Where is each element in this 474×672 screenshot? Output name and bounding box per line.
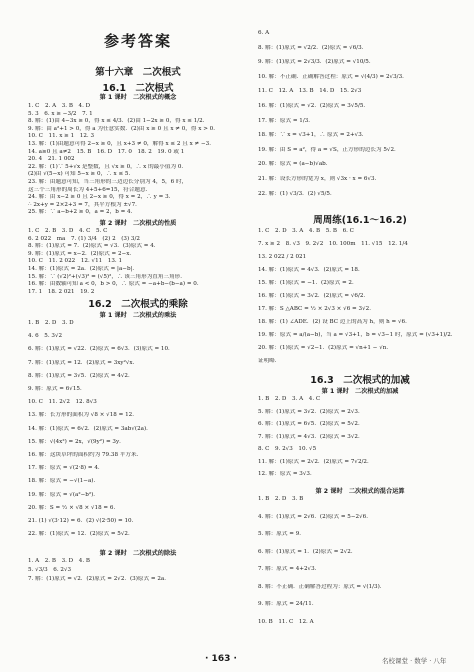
answer-line: 这三个三角形的周长为 4+5+6=15，符合题意． — [28, 186, 152, 193]
answer-line: 20. 解：(1)原式 = √2−1．(2)原式 = √n+1 − √n． — [258, 345, 392, 351]
answer-line: 13. 解：(1)由题意可得 2−x ≥ 0，且 x+3 ≠ 0，解得 x ≤ 2 且 x ≠ −3． — [28, 141, 215, 147]
answer-line: 16. 解：这块草坪的面积约为 79.38 平方米． — [28, 452, 143, 458]
section-heading-16-2: 16.2 二次根式的乘除 — [88, 299, 188, 310]
answer-line: 10. C 11. x ≥ 1 12. 3 — [28, 133, 95, 140]
lesson-heading-16-2-1: 第 1 课时 二次根式的乘法 — [99, 312, 177, 319]
lesson-heading-16-3-1: 第 1 课时 二次根式的加减 — [321, 388, 399, 395]
answer-line: 1. B 2. D 3. A 4. C — [258, 396, 321, 402]
answer-line: 9. 解：(1)原式 = 2√3/3．(2)原式 = √10/5． — [258, 59, 375, 66]
answer-line: 4. 6 5. 3√2 — [28, 333, 63, 340]
answer-line: 4. 解：(1)原式 = 2√6．(2)原式 = 5−2√6． — [258, 513, 372, 520]
answer-line: 14. 解：(1)原式 = 4√3．(2)原式 = 18． — [258, 267, 364, 273]
page-title: 参考答案 — [103, 32, 172, 50]
answer-line: 16. 解：(1)原式 = √2．(2)原式 = 3√5/5． — [258, 103, 370, 109]
answer-line: 7. x ≥ 2 8. √3 9. 2√2 10. 100m 11. √15 12. 1/4 — [258, 241, 408, 247]
answer-line: 8. 解：(1)由 4−3x ≥ 0，得 x ≤ 4/3．(2)由 1−2x ≥ 0，得 x ≤ 1/2． — [28, 118, 209, 125]
answer-line: 22. 解：(1) √3/3．(2) √5/5． — [258, 190, 336, 197]
answer-line: 5. 解：原式 = 9． — [258, 531, 305, 537]
answer-line: 22. 解：(1)原式 = 12．(2)原式 = 5√2． — [28, 531, 134, 538]
answer-line: 14. 解：(1)原式 = 6√2．(2)原式 = 3ab√(2a)． — [28, 425, 152, 432]
answer-line: 1. C 2. B 3. D 4. C 5. C — [28, 228, 108, 234]
lesson-heading-16-2-2: 第 2 课时 二次根式的除法 — [99, 550, 177, 557]
answer-line: 15. 解：∵ (√2)²+(√3)² = (√5)²，∴ 该三角形为直角三角形． — [28, 273, 186, 280]
answer-line: 10. 解：不正确．正确解答过程：原式 = √(4/3) = 2√3/3． — [258, 73, 408, 80]
answer-line: 7. 解：(1)原式 = 4√3．(2)原式 = 3√2． — [258, 433, 364, 440]
answer-line: 20. 解：S = ½ × √8 × √18 = 6． — [28, 504, 120, 511]
answer-line: 12. 解：原式 = 3√3． — [258, 471, 316, 477]
answer-line: 17. 解：S △ABC = ½ × 2√3 × √6 = 3√2． — [258, 306, 375, 312]
answer-line: 9. 解：(1)原式 = x−2．(2)原式 = 2−x． — [28, 250, 135, 257]
answer-line: 证明略． — [258, 358, 281, 364]
weekly-practice-heading: 周周练(16.1～16.2) — [313, 215, 407, 226]
answer-line: 6. 解：(1)原式 = 6√5．(2)原式 = 5√2． — [258, 421, 364, 427]
answer-line: 14. 解：(1)原式 = 2a．(2)原式 = |a−b|． — [28, 266, 139, 272]
answer-line: 8. 解：(1)原式 = √2/2．(2)原式 = √6/3． — [258, 44, 368, 51]
answer-line: 6. A — [258, 30, 270, 36]
answer-line: 21. (1) √(3·12) = 6．(2) √(2·50) = 10． — [28, 518, 138, 524]
answer-line: (2)由 √(5−x) 可知 5−x ≥ 0，∴ x ≤ 5． — [28, 171, 135, 178]
answer-line: 7. 解：原式 = 4+2√3． — [258, 566, 321, 572]
answer-line: 13. 2 022 / 2 021 — [258, 254, 307, 260]
answer-line: 10. C 11. 2 022 12. √11 13. 1 — [28, 258, 123, 265]
answer-line: 20. 解：原式 = (a−b)√ab． — [258, 161, 332, 168]
answer-line: 19. 解：原式 = √(a²−b²)． — [28, 491, 99, 498]
answer-line: 21. 解：设长方形的宽为 x，则 √3x · x = 6√3． — [258, 176, 381, 182]
answer-line: 1. B 2. D 3. B — [258, 496, 304, 502]
chapter-heading: 第十六章 二次根式 — [95, 67, 181, 78]
answer-line: 16. 解：由数轴可知 a < 0，b > 0，∴ 原式 = −a+b−(b−a) = 0． — [28, 281, 203, 288]
answer-line: 5. 解：(1)原式 = 3√2．(2)原式 = 2√3． — [258, 408, 364, 415]
answer-line: 9. 解：原式 = 24/11． — [258, 601, 318, 607]
answer-line: ∴ 2x+y = 2×2+3 = 7，其平方根为 ±√7． — [28, 201, 141, 208]
answer-line: 1. A 2. B 3. D 4. B — [28, 558, 90, 564]
answer-line: 11. C 12. A 13. B 14. D 15. 2√3 — [258, 88, 362, 95]
book-name: 名校课堂 · 数学 · 八年 — [382, 657, 447, 665]
answer-line: 14. a≥0 且 a≠2 15. B 16. D 17. 0 18. 2 19. 0 或 1 — [28, 148, 185, 155]
answer-line: 8. 解：(1)原式 = 7．(2)原式 = √3．(3)原式 = 4． — [28, 243, 160, 250]
answer-line: 8. 解：不正确．正确解答过程为：原式 = √(1/3)． — [258, 583, 386, 590]
answer-line: 5. 3 6. x ≥ −3/2 7. 1 — [28, 110, 93, 117]
answer-line: 17. 解：原式 = 1/3． — [258, 117, 314, 124]
answer-line: 5. √3/3 6. 2√3 — [28, 567, 72, 573]
lesson-heading-16-3-2: 第 2 课时 二次根式的混合运算 — [315, 488, 405, 495]
answer-line: 6. 2 022 ma 7. (1) 3/4 (2) 2 (3) 3/2 — [28, 235, 140, 242]
lesson-heading-1: 第 1 课时 二次根式的概念 — [99, 94, 177, 101]
answer-line: 7. 解：(1)原式 = √2．(2)原式 = 2√2．(3)原式 = 2a． — [28, 576, 170, 582]
answer-line: 7. 解：(1)原式 = 12．(2)原式 = 3xy²√x． — [28, 359, 139, 366]
answer-line: 16. 解：(1)原式 = 3√2．(2)原式 = √6/2． — [258, 293, 370, 299]
answer-line: 10. C 11. 2√2 12. 8√3 — [28, 399, 97, 406]
answer-line: 19. 解：由 S = a²，得 a = √S，正方形的边长为 5√2． — [258, 146, 400, 153]
answer-line: 13. 解：长方形的面积为 √8 × √18 = 12． — [28, 412, 138, 419]
page-number: · 163 · — [205, 654, 237, 664]
answer-line: 18. 解：原式 = −√(1−a)． — [28, 478, 100, 485]
answer-line: 6. 解：(1)原式 = 1．(2)原式 = 2√2． — [258, 548, 357, 555]
lesson-heading-2: 第 2 课时 二次根式的性质 — [99, 220, 177, 227]
answer-line: 1. C 2. A 3. B 4. D — [28, 103, 91, 109]
answer-line: 6. 解：(1)原式 = √22．(2)原式 = 6√3．(3)原式 = 10． — [28, 346, 174, 353]
answer-line: 1. C 2. D 3. A 4. B 5. B 6. C — [258, 228, 354, 234]
answer-line: 20. 4 21. 1 002 — [28, 156, 75, 163]
answer-line: 23. 解：由题意可知，当三角形的三边边长分别为 4，5，6 时， — [28, 179, 188, 185]
answer-line: 25. 解：∵ a−b+2 ≥ 0，a = 2，b = 4． — [28, 209, 137, 216]
answer-line: 19. 解：原式 = a/(a−b)，当 a = √3+1，b = √3−1 时，原式 = (√3+1)/2． — [258, 332, 457, 338]
answer-line: 17. 1 18. 2 021 19. 2 — [28, 288, 95, 295]
answer-line: 18. 解：∵ x = √3+1，∴ 原式 = 2+√3． — [258, 132, 368, 139]
answer-line: 9. 解：原式 = 6√15． — [28, 386, 86, 392]
answer-line: 15. 解：√(4x²) = 2x，√(9y²) = 3y． — [28, 438, 125, 445]
section-heading-16-3: 16.3 二次根式的加减 — [310, 375, 410, 386]
answer-line: 18. 解：(1) ∠ADE．(2) 设 BC 边上的高为 h，则 h = √6． — [258, 319, 411, 325]
answer-line: 10. B 11. C 12. A — [258, 618, 314, 625]
answer-line: 17. 解：原式 = √(2·8) = 4． — [28, 465, 104, 472]
answer-line: 1. B 2. D 3. D — [28, 320, 74, 326]
answer-line: 22. 解：(1)∵ 5+√x 是整数，且 √x ≥ 0，∴ x 的最小值为 0． — [28, 163, 187, 170]
answer-line: 8. 解：(1)原式 = 3√5．(2)原式 = 4√2． — [28, 372, 134, 379]
section-heading-16-1: 16.1 二次根式 — [102, 83, 174, 94]
answer-line: 15. 解：(1)原式 = −1．(2)原式 = 2． — [258, 280, 358, 286]
answer-line: 9. 解：由 a²+1 > 0，得 a 为任意实数．(2)由 x ≥ 0 且 x ≠ 0，得 x > 0． — [28, 125, 219, 132]
answer-line: 24. 解：由 x−2 ≥ 0 且 2−x ≥ 0，得 x = 2，∴ y = 3． — [28, 194, 175, 201]
answer-line: 8. C 9. 2√3 10. √5 — [258, 446, 317, 452]
answer-line: 11. 解：(1)原式 = 2√2．(2)原式 = 7√2/2． — [258, 458, 373, 465]
